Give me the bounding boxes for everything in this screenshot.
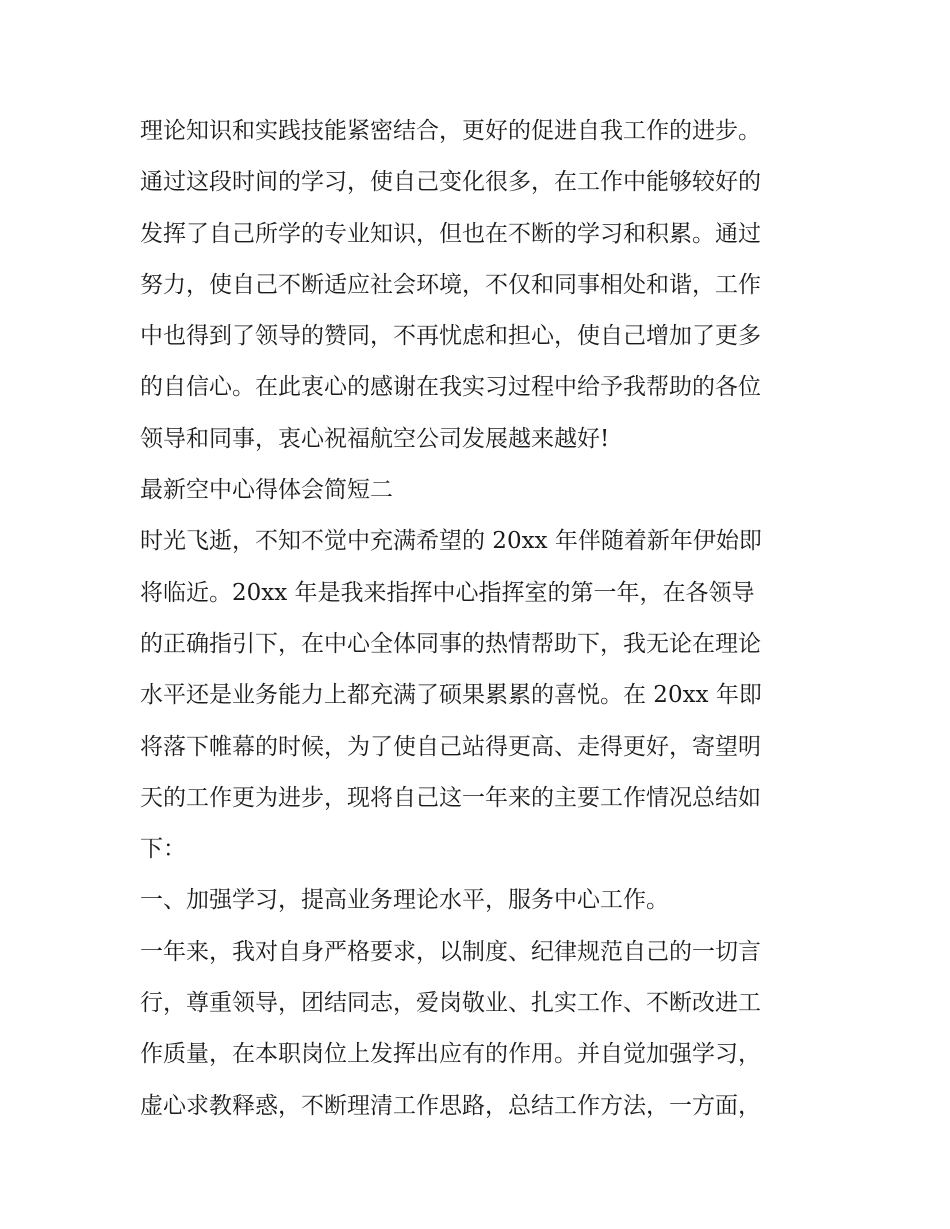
paragraph-line: 努力，使自己不断适应社会环境，不仅和同事相处和谐，工作: [140, 271, 761, 298]
paragraph-line: 作质量，在本职岗位上发挥出应有的作用。并自觉加强学习，: [140, 1041, 761, 1068]
paragraph-line: 虚心求教释惑，不断理清工作思路，总结工作方法，一方面，: [140, 1092, 761, 1119]
paragraph-line: 通过这段时间的学习，使自己变化很多，在工作中能够较好的: [140, 169, 761, 196]
paragraph-line: 将落下帷幕的时候，为了使自己站得更高、走得更好，寄望明: [140, 733, 761, 760]
document-body: [140, 106, 820, 1132]
subsection-heading: 一、加强学习，提高业务理论水平，服务中心工作。: [140, 887, 669, 914]
paragraph-line: 的正确指引下，在中心全体同事的热情帮助下，我无论在理论: [140, 630, 761, 657]
paragraph-line: 的自信心。在此衷心的感谢在我实习过程中给予我帮助的各位: [140, 374, 761, 401]
paragraph-line: 时光飞逝，不知不觉中充满希望的 20xx 年伴随着新年伊始即: [140, 528, 762, 555]
paragraph-line: 一年来，我对自身严格要求，以制度、纪律规范自己的一切言: [140, 938, 761, 965]
paragraph-line: 中也得到了领导的赞同，不再忧虑和担心，使自己增加了更多: [140, 323, 761, 350]
paragraph-line: 将临近。20xx 年是我来指挥中心指挥室的第一年，在各领导: [140, 579, 755, 606]
paragraph-line: 天的工作更为进步，现将自己这一年来的主要工作情况总结如: [140, 784, 761, 811]
paragraph-line: 理论知识和实践技能紧密结合，更好的促进自我工作的进步。: [140, 118, 761, 144]
paragraph-line: 下：: [140, 836, 186, 863]
section-heading: 最新空中心得体会简短二: [140, 477, 393, 504]
paragraph-line: 行，尊重领导，团结同志，爱岗敬业、扎实工作、不断改进工: [140, 990, 761, 1017]
paragraph-line: 领导和同事，衷心祝福航空公司发展越来越好!: [140, 425, 610, 452]
paragraph-line: 发挥了自己所学的专业知识，但也在不断的学习和积累。通过: [140, 220, 761, 247]
paragraph-line: 水平还是业务能力上都充满了硕果累累的喜悦。在 20xx 年即: [140, 682, 762, 709]
